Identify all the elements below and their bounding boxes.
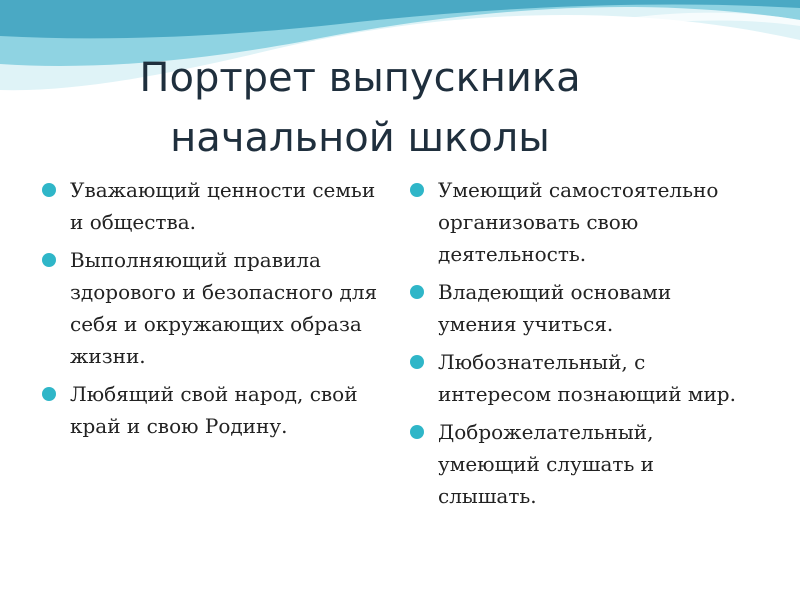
right-column [410, 174, 740, 518]
list-item [410, 174, 740, 270]
slide-title [60, 48, 660, 168]
left-column [42, 174, 387, 448]
circle-bullet-icon [410, 355, 424, 369]
circle-bullet-icon [42, 253, 56, 267]
list-item [42, 378, 387, 442]
circle-bullet-icon [410, 183, 424, 197]
list-item-text: Уважающий ценности семьи и общества. [70, 178, 376, 234]
list-item [410, 346, 740, 410]
list-item [42, 244, 387, 372]
list-item-text: Выполняющий правила здорового и безопасного для себя и окружающих образа жизни. [70, 248, 378, 368]
circle-bullet-icon [410, 285, 424, 299]
circle-bullet-icon [42, 183, 56, 197]
list-item-text: Владеющий основами умения учиться. [438, 280, 672, 336]
list-item-text: Любящий свой народ, свой край и свою Родину. [70, 382, 358, 438]
list-item-text: Умеющий самостоятельно организовать свою деятельность. [438, 178, 719, 266]
left-bullet-list [42, 174, 387, 442]
circle-bullet-icon [410, 425, 424, 439]
list-item [42, 174, 387, 238]
list-item-text: Доброжелательный, умеющий слушать и слышать. [438, 420, 655, 508]
list-item [410, 276, 740, 340]
circle-bullet-icon [42, 387, 56, 401]
right-bullet-list [410, 174, 740, 512]
list-item-text: Любознательный, с интересом познающий мир. [438, 350, 736, 406]
title-line-1: Портрет выпускника [139, 55, 581, 101]
title-line-2: начальной школы [170, 115, 550, 161]
list-item [410, 416, 740, 512]
